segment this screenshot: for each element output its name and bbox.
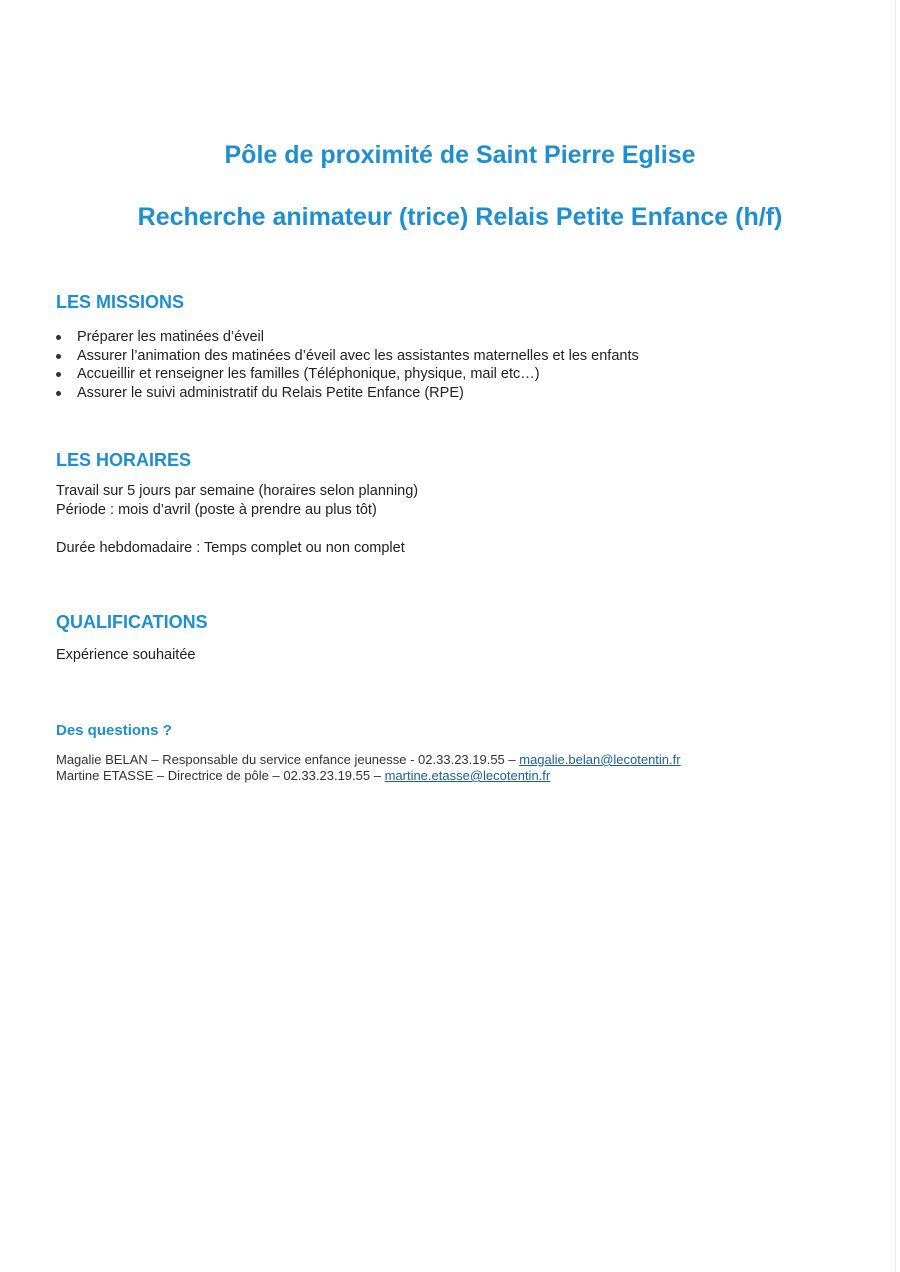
missions-list [56,328,639,402]
mission-item-text: Préparer les matinées d’éveil [77,329,264,345]
page-edge-line [895,0,896,1272]
horaires-duree: Durée hebdomadaire : Temps complet ou non complet [56,540,405,556]
list-item [56,347,639,366]
bullet-icon [56,372,61,377]
list-item [56,328,639,347]
list-item [56,365,639,384]
bullet-icon [56,354,61,359]
mission-item-text: Accueillir et renseigner les familles (Téléphonique, physique, mail etc…) [77,366,540,382]
bullet-icon [56,335,61,340]
contact-line-etasse [56,768,550,783]
email-link-belan[interactable]: magalie.belan@lecotentin.fr [519,752,681,767]
missions-heading: LES MISSIONS [56,292,185,312]
contact-text: Magalie BELAN – Responsable du service enfance jeunesse - 02.33.23.19.55 – [56,752,520,767]
bullet-icon [56,391,61,396]
page-title: Pôle de proximité de Saint Pierre Eglise [224,141,696,169]
questions-heading: Des questions ? [56,722,172,739]
contact-text: Martine ETASSE – Directrice de pôle – 02.33.23.19.55 – [56,768,385,783]
horaires-periode: Période : mois d’avril (poste à prendre au plus tôt) [56,502,377,518]
qualifications-heading: QUALIFICATIONS [56,612,208,632]
mission-item-text: Assurer l’animation des matinées d’éveil avec les assistantes maternelles et les enfants [77,347,639,364]
horaires-heading: LES HORAIRES [56,450,192,470]
contact-line-belan [56,752,681,767]
mission-item-text: Assurer le suivi administratif du Relais Petite Enfance (RPE) [77,384,464,401]
horaires-travail: Travail sur 5 jours par semaine (horaires selon planning) [56,483,419,499]
qualifications-text: Expérience souhaitée [56,647,196,663]
email-link-etasse[interactable]: martine.etasse@lecotentin.fr [384,768,551,783]
list-item [56,384,639,403]
page-subtitle: Recherche animateur (trice) Relais Petite Enfance (h/f) [137,203,783,231]
